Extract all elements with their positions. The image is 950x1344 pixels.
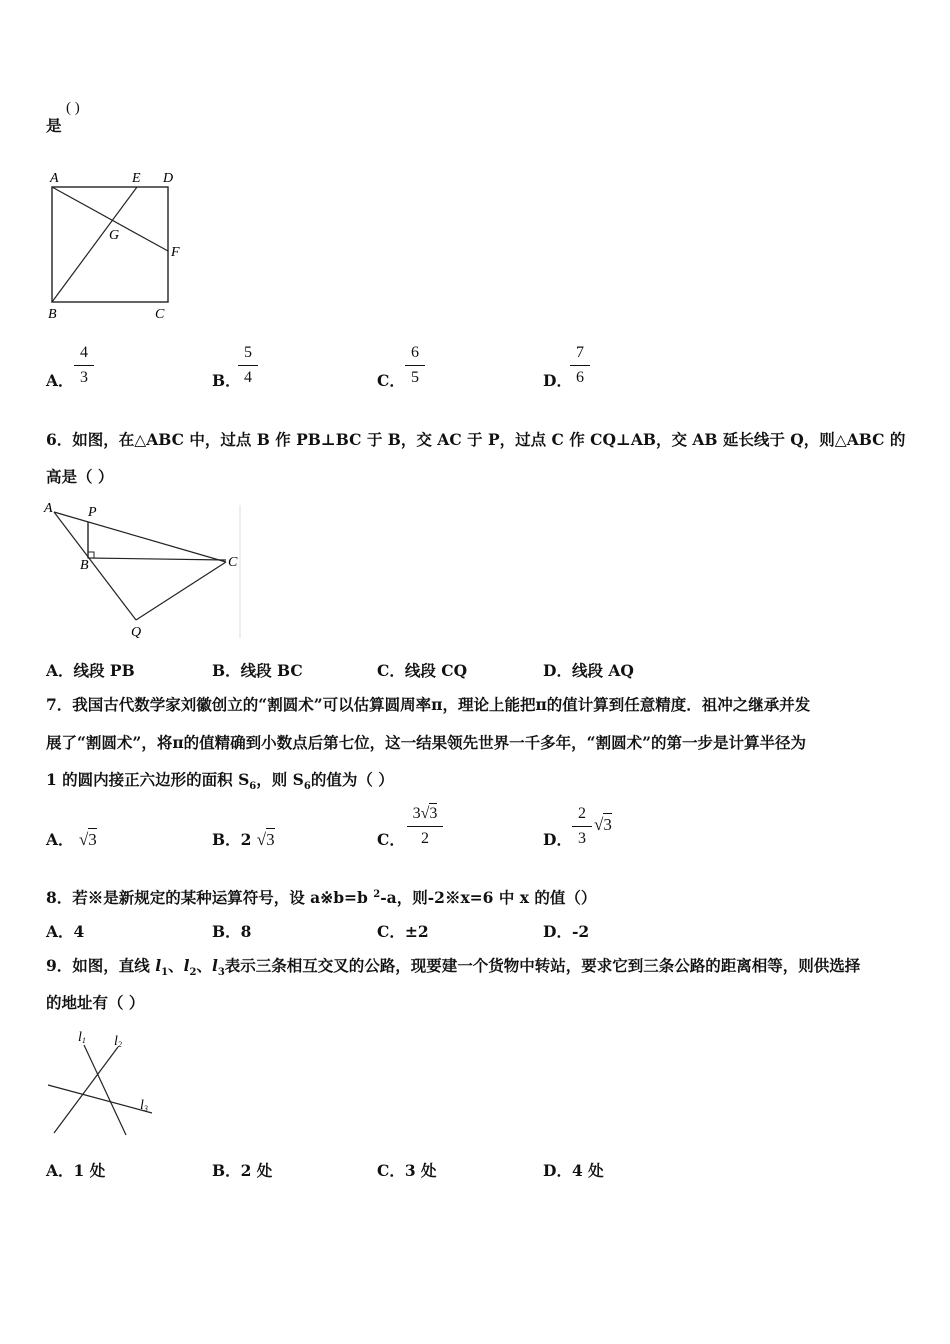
q6-option-d: D．线段 AQ bbox=[543, 661, 634, 680]
q8-option-b: B．8 bbox=[212, 922, 252, 941]
q7-option-d-fraction: 2 3 bbox=[572, 805, 592, 848]
q5-option-b-fraction: 5 4 bbox=[238, 344, 258, 387]
label-b: B bbox=[80, 558, 89, 573]
label-b: B bbox=[48, 307, 57, 322]
q5-option-a-fraction: 4 3 bbox=[74, 344, 94, 387]
q7-option-b: B．2 √3 bbox=[212, 830, 275, 849]
q5-tail-text: 是 bbox=[46, 116, 62, 135]
q6-triangle-figure bbox=[40, 500, 245, 649]
label-e: E bbox=[132, 171, 141, 186]
q8-line-1: 8．若※是新规定的某种运算符号，设 a※b=b $^2$-a，则-2※x=6 中 x 的值（） bbox=[46, 888, 597, 907]
q7-line-3: 1 的圆内接正六边形的面积 $S_6$，则 $S_6$的值为（ ） bbox=[46, 770, 394, 793]
line-l2 bbox=[54, 1047, 118, 1133]
q9-option-a: A．1 处 bbox=[46, 1161, 106, 1180]
label-d: D bbox=[163, 171, 174, 186]
segment-aq bbox=[54, 512, 136, 620]
segment-ac bbox=[54, 512, 226, 562]
q6-option-c: C．线段 CQ bbox=[377, 661, 468, 680]
q7-option-c-letter: C． bbox=[377, 830, 405, 849]
q5-option-c-fraction: 6 5 bbox=[405, 344, 425, 387]
label-l1: l1 bbox=[78, 1030, 86, 1045]
q7-line-2: 展了“割圆术”，将π的值精确到小数点后第七位，这一结果领先世界一千多年，“割圆术”的第一步是计算半径为 bbox=[46, 733, 807, 752]
q5-option-d-fraction: 7 6 bbox=[570, 344, 590, 387]
q5-option-b-letter: B． bbox=[212, 371, 241, 390]
label-c: C bbox=[228, 555, 238, 570]
q6-option-b: B．线段 BC bbox=[212, 661, 303, 680]
q6-line-1: 6．如图，在△ABC 中，过点 B 作 PB⊥BC 于 B，交 AC 于 P，过点 C 作 CQ⊥AB，交 AB 延长线于 Q，则△ABC 的 bbox=[46, 430, 906, 449]
q7-option-a: A． √3 bbox=[46, 830, 97, 849]
q8-option-d: D．-2 bbox=[543, 922, 590, 941]
q5-option-c-letter: C． bbox=[377, 371, 405, 390]
q9-line-1: 9．如图，直线 $l_1$、$l_2$、$l_3$表示三条相互交叉的公路，现要建一个货物中转站，要求它到三条公路的距离相等，则供选择 bbox=[46, 956, 861, 979]
label-l3: l3 bbox=[140, 1098, 148, 1113]
q6-option-a: A．线段 PB bbox=[46, 661, 135, 680]
q7-option-c-fraction: 3√3 2 bbox=[407, 805, 443, 848]
line-l3 bbox=[48, 1085, 152, 1113]
q9-option-b: B．2 处 bbox=[212, 1161, 273, 1180]
q7-option-d-letter: D． bbox=[543, 830, 572, 849]
segment-bc bbox=[88, 558, 226, 560]
q9-lines-figure bbox=[40, 1025, 170, 1144]
label-q: Q bbox=[131, 625, 142, 640]
label-f: F bbox=[171, 245, 180, 260]
q9-line-2: 的地址有（ ） bbox=[46, 993, 145, 1012]
segment-qc bbox=[136, 562, 226, 620]
q7-option-b-sqrt: √3 bbox=[256, 830, 275, 849]
label-g: G bbox=[109, 228, 120, 243]
label-a: A bbox=[50, 171, 59, 186]
q7-line-1: 7．我国古代数学家刘徽创立的“割圆术”可以估算圆周率π，理论上能把π的值计算到任意精度．祖冲之继承并发 bbox=[46, 695, 811, 714]
q9-option-c: C．3 处 bbox=[377, 1161, 437, 1180]
q5-answer-paren: ( ) bbox=[66, 100, 80, 116]
q7-option-d-sqrt: √3 bbox=[594, 815, 612, 834]
label-l2: l2 bbox=[114, 1034, 122, 1049]
q5-square-figure bbox=[40, 165, 200, 329]
label-a: A bbox=[44, 501, 53, 516]
q7-option-a-sqrt: √3 bbox=[78, 830, 97, 849]
q5-option-d-letter: D． bbox=[543, 371, 572, 390]
line-l1 bbox=[84, 1045, 126, 1135]
square-abcd bbox=[52, 187, 168, 302]
label-c: C bbox=[155, 307, 165, 322]
q9-option-d: D．4 处 bbox=[543, 1161, 604, 1180]
label-p: P bbox=[88, 505, 97, 520]
q8-option-c: C．±2 bbox=[377, 922, 429, 941]
q5-option-a-letter: A． bbox=[46, 371, 74, 390]
q8-option-a: A．4 bbox=[46, 922, 85, 941]
q6-line-2: 高是（ ） bbox=[46, 467, 114, 486]
segment-be bbox=[52, 187, 137, 302]
